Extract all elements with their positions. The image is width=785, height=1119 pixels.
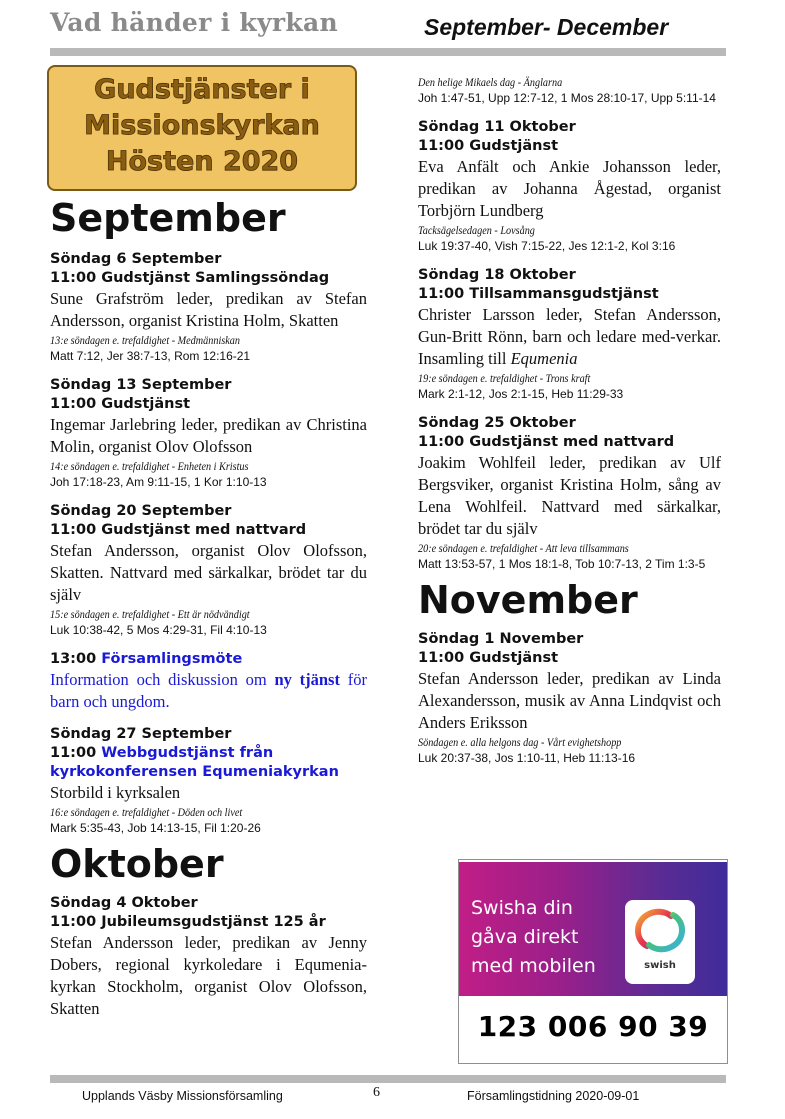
bottom-rule	[50, 1075, 726, 1083]
event-bible-refs: Matt 7:12, Jer 38:7-13, Rom 12:16-21	[50, 349, 251, 363]
swish-message-line-3: med mobilen	[471, 955, 596, 977]
event-description: Stefan Andersson, organist Olov Olofsson, Skatten. Nattvard med särkalkar, brödet tar du själv	[50, 541, 367, 604]
footer-publication: Församlingstidning 2020-09-01	[467, 1089, 640, 1103]
event-heading	[50, 650, 367, 669]
footer-page-number: 6	[373, 1085, 380, 1100]
event-description	[418, 304, 721, 370]
event-time: 11:00 Gudstjänst	[418, 138, 559, 154]
event-description-c: för barn och ungdom.	[50, 670, 367, 711]
event-description: Storbild i kyrksalen	[50, 783, 181, 802]
swish-message-line-2: gåva direkt	[471, 926, 579, 948]
event-description: Joakim Wohlfeil leder, predikan av Ulf Bergsviker, organist Kristina Holm, sång av Lena Wohlfeil. Nattvard med särkalkar, brödet tar du själv	[418, 453, 721, 538]
event-liturgical-day: Tacksägelsedagen - Lovsång	[418, 223, 535, 237]
event-sep-20	[50, 502, 367, 638]
event-description-a: Information och diskussion om	[50, 670, 275, 689]
event-oct-4	[50, 894, 367, 1020]
event-date: Söndag 4 Oktober	[50, 895, 198, 911]
event-heading	[50, 744, 367, 782]
event-bible-refs: Joh 1:47-51, Upp 12:7-12, 1 Mos 28:10-17, Upp 5:11-14	[418, 91, 716, 105]
event-description: Stefan Andersson leder, predikan av Jenny Dobers, regional kyrkoledare i Equmenia-kyrkan Stockholm, organist Olov Olofsson, Skatten	[50, 933, 367, 1018]
swish-message-line-1: Swisha din	[471, 897, 573, 919]
event-liturgical-day: 19:e söndagen e. trefaldighet - Trons kraft	[418, 371, 591, 385]
event-sep-13	[50, 376, 367, 490]
event-time: 11:00 Gudstjänst Samlingssöndag	[50, 270, 330, 286]
event-time: 11:00 Gudstjänst	[50, 396, 191, 412]
swish-message	[471, 894, 596, 981]
event-oct-18	[418, 266, 721, 402]
swish-logo	[625, 900, 695, 984]
title-box	[47, 65, 357, 191]
event-description: Eva Anfält och Ankie Johansson leder, predikan av Johanna Ågestad, organist Torbjörn Lundberg	[418, 157, 721, 220]
right-column	[418, 74, 721, 766]
footer-organization: Upplands Väsby Missionsförsamling	[82, 1089, 283, 1103]
event-bible-refs: Luk 20:37-38, Jos 1:10-11, Heb 11:13-16	[418, 751, 636, 765]
event-description-highlight: ny tjänst	[274, 670, 340, 689]
event-sep-6	[50, 250, 367, 364]
event-title: Webbgudstjänst från kyrkokonferensen Equmeniakyrkan	[50, 745, 339, 780]
event-liturgical-day: 13:e söndagen e. trefaldighet - Medmänniskan	[50, 333, 240, 347]
swish-number: 123 006 90 39	[477, 1010, 709, 1043]
left-column	[50, 196, 367, 1020]
month-heading-oktober: Oktober	[50, 842, 224, 886]
event-liturgical-day: Söndagen e. alla helgons dag - Vårt evighetshopp	[418, 735, 622, 749]
event-sep-27	[50, 725, 367, 836]
event-congregation-meeting	[50, 650, 367, 713]
event-bible-refs: Joh 17:18-23, Am 9:11-15, 1 Kor 1:10-13	[50, 475, 267, 489]
event-description-text: Christer Larsson leder, Stefan Andersson, Gun-Britt Rönn, barn och ledare med-verkar. Insamling till	[418, 305, 721, 368]
event-liturgical-day: 14:e söndagen e. trefaldighet - Enheten i Kristus	[50, 459, 249, 473]
event-liturgical-day: Den helige Mikaels dag - Änglarna	[418, 75, 563, 89]
event-bible-refs: Luk 19:37-40, Vish 7:15-22, Jes 12:1-2, Kol 3:16	[418, 239, 676, 253]
event-date: Söndag 13 September	[50, 377, 232, 393]
top-rule	[50, 48, 726, 56]
event-nov-1	[418, 630, 721, 766]
event-time: 11:00 Gudstjänst	[418, 650, 559, 666]
event-bible-refs: Mark 2:1-12, Jos 2:1-15, Heb 11:29-33	[418, 387, 624, 401]
title-box-line-2: Missionskyrkan	[84, 110, 320, 141]
event-description	[50, 669, 367, 713]
swish-banner	[459, 862, 727, 996]
swish-logo-icon	[625, 900, 695, 960]
header-title: Vad händer i kyrkan	[50, 8, 338, 37]
event-oct-25	[418, 414, 721, 572]
event-date: Söndag 11 Oktober	[418, 119, 576, 135]
event-description: Sune Grafström leder, predikan av Stefan Andersson, organist Kristina Holm, Skatten	[50, 289, 367, 330]
event-time: 13:00	[50, 651, 97, 667]
event-description: Ingemar Jarlebring leder, predikan av Christina Molin, organist Olov Olofsson	[50, 415, 367, 456]
event-time: 11:00 Jubileumsgudstjänst 125 år	[50, 914, 326, 930]
header-period: September- December	[424, 14, 669, 40]
event-date: Söndag 20 September	[50, 503, 232, 519]
event-liturgical-day: 20:e söndagen e. trefaldighet - Att leva tillsammans	[418, 541, 629, 555]
event-bible-refs: Mark 5:35-43, Job 14:13-15, Fil 1:20-26	[50, 821, 261, 835]
event-date: Söndag 6 September	[50, 251, 222, 267]
event-bible-refs: Luk 10:38-42, 5 Mos 4:29-31, Fil 4:10-13	[50, 623, 267, 637]
event-liturgical-day: 15:e söndagen e. trefaldighet - Ett är nödvändigt	[50, 607, 250, 621]
month-heading-september: September	[50, 196, 286, 240]
event-time: 11:00	[50, 745, 97, 761]
event-date: Söndag 18 Oktober	[418, 267, 576, 283]
event-time: 11:00 Gudstjänst med nattvard	[418, 434, 675, 450]
title-box-line-1: Gudstjänster i	[94, 74, 310, 105]
event-date: Söndag 1 November	[418, 631, 584, 647]
swish-logo-label: swish	[644, 960, 676, 971]
event-description-org: Equmenia	[510, 349, 578, 368]
event-title: Församlingsmöte	[101, 651, 243, 667]
event-oct-11	[418, 118, 721, 254]
event-bible-refs: Matt 13:53-57, 1 Mos 18:1-8, Tob 10:7-13, 2 Tim 1:3-5	[418, 557, 706, 571]
month-heading-november: November	[418, 578, 638, 622]
event-description: Stefan Andersson leder, predikan av Linda Alexandersson, musik av Anna Lindqvist och Anders Eriksson	[418, 669, 721, 732]
event-date: Söndag 25 Oktober	[418, 415, 576, 431]
event-time: 11:00 Tillsammansgudstjänst	[418, 286, 659, 302]
event-date: Söndag 27 September	[50, 726, 232, 742]
event-oct-4-continued	[418, 74, 721, 106]
swish-donation-box	[458, 859, 728, 1064]
title-box-line-3: Hösten 2020	[105, 146, 299, 177]
event-liturgical-day: 16:e söndagen e. trefaldighet - Döden och livet	[50, 805, 243, 819]
event-time: 11:00 Gudstjänst med nattvard	[50, 522, 307, 538]
